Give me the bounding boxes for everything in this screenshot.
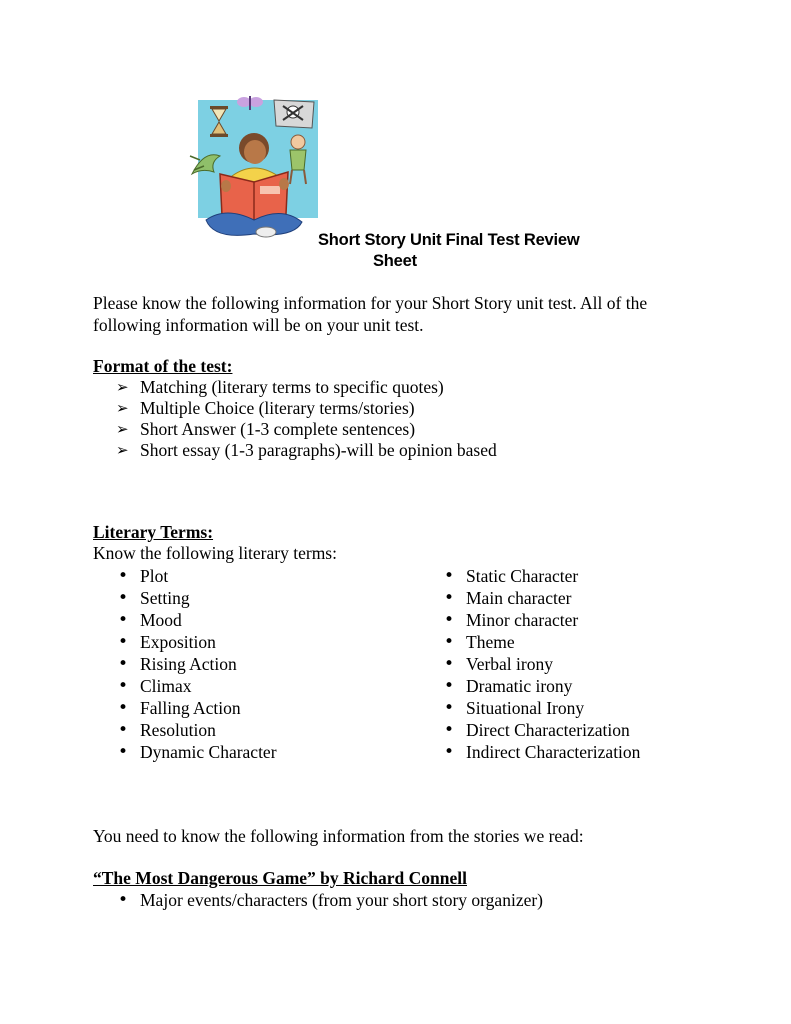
list-item: • Plot [116,565,277,587]
list-item: • Dramatic irony [442,675,640,697]
list-item: • Situational Irony [442,697,640,719]
list-item: • Climax [116,675,277,697]
story-heading: “The Most Dangerous Game” by Richard Connell [93,868,467,888]
list-item: ➢ Matching (literary terms to specific quotes) [116,377,497,398]
literary-terms-right-list [442,565,640,763]
list-item: • Mood [116,609,277,631]
intro-line-1: Please know the following information for your Short Story unit test. All of the [93,293,648,313]
list-item: • Exposition [116,631,277,653]
list-item: • Setting [116,587,277,609]
title-line-2: Sheet [373,252,417,270]
list-item: • Static Character [442,565,640,587]
list-item: • Falling Action [116,697,277,719]
page-title [318,230,618,272]
title-line-1: Short Story Unit Final Test Review [318,231,580,249]
list-item: • Main character [442,587,640,609]
list-item: ➢ Short essay (1-3 paragraphs)-will be opinion based [116,440,497,461]
format-list [116,377,497,461]
literary-terms-left-list [116,565,277,763]
list-item: • Verbal irony [442,653,640,675]
story-list [116,889,543,911]
list-item: • Theme [442,631,640,653]
list-item: • Resolution [116,719,277,741]
pirate-flag-icon [274,100,314,128]
boy-reading-book-clipart [186,90,324,246]
list-item: • Rising Action [116,653,277,675]
intro-line-2: following information will be on your unit test. [93,315,424,335]
stories-intro: You need to know the following information from the stories we read: [93,826,584,846]
list-item: ➢ Short Answer (1-3 complete sentences) [116,419,497,440]
list-item: • Dynamic Character [116,741,277,763]
list-item: • Direct Characterization [442,719,640,741]
list-item: ➢ Multiple Choice (literary terms/stories) [116,398,497,419]
list-item: • Minor character [442,609,640,631]
literary-terms-heading: Literary Terms: [93,522,214,542]
format-heading: Format of the test: [93,356,233,376]
literary-terms-intro: Know the following literary terms: [93,543,337,563]
list-item: • Indirect Characterization [442,741,640,763]
list-item: • Major events/characters (from your short story organizer) [116,889,543,911]
